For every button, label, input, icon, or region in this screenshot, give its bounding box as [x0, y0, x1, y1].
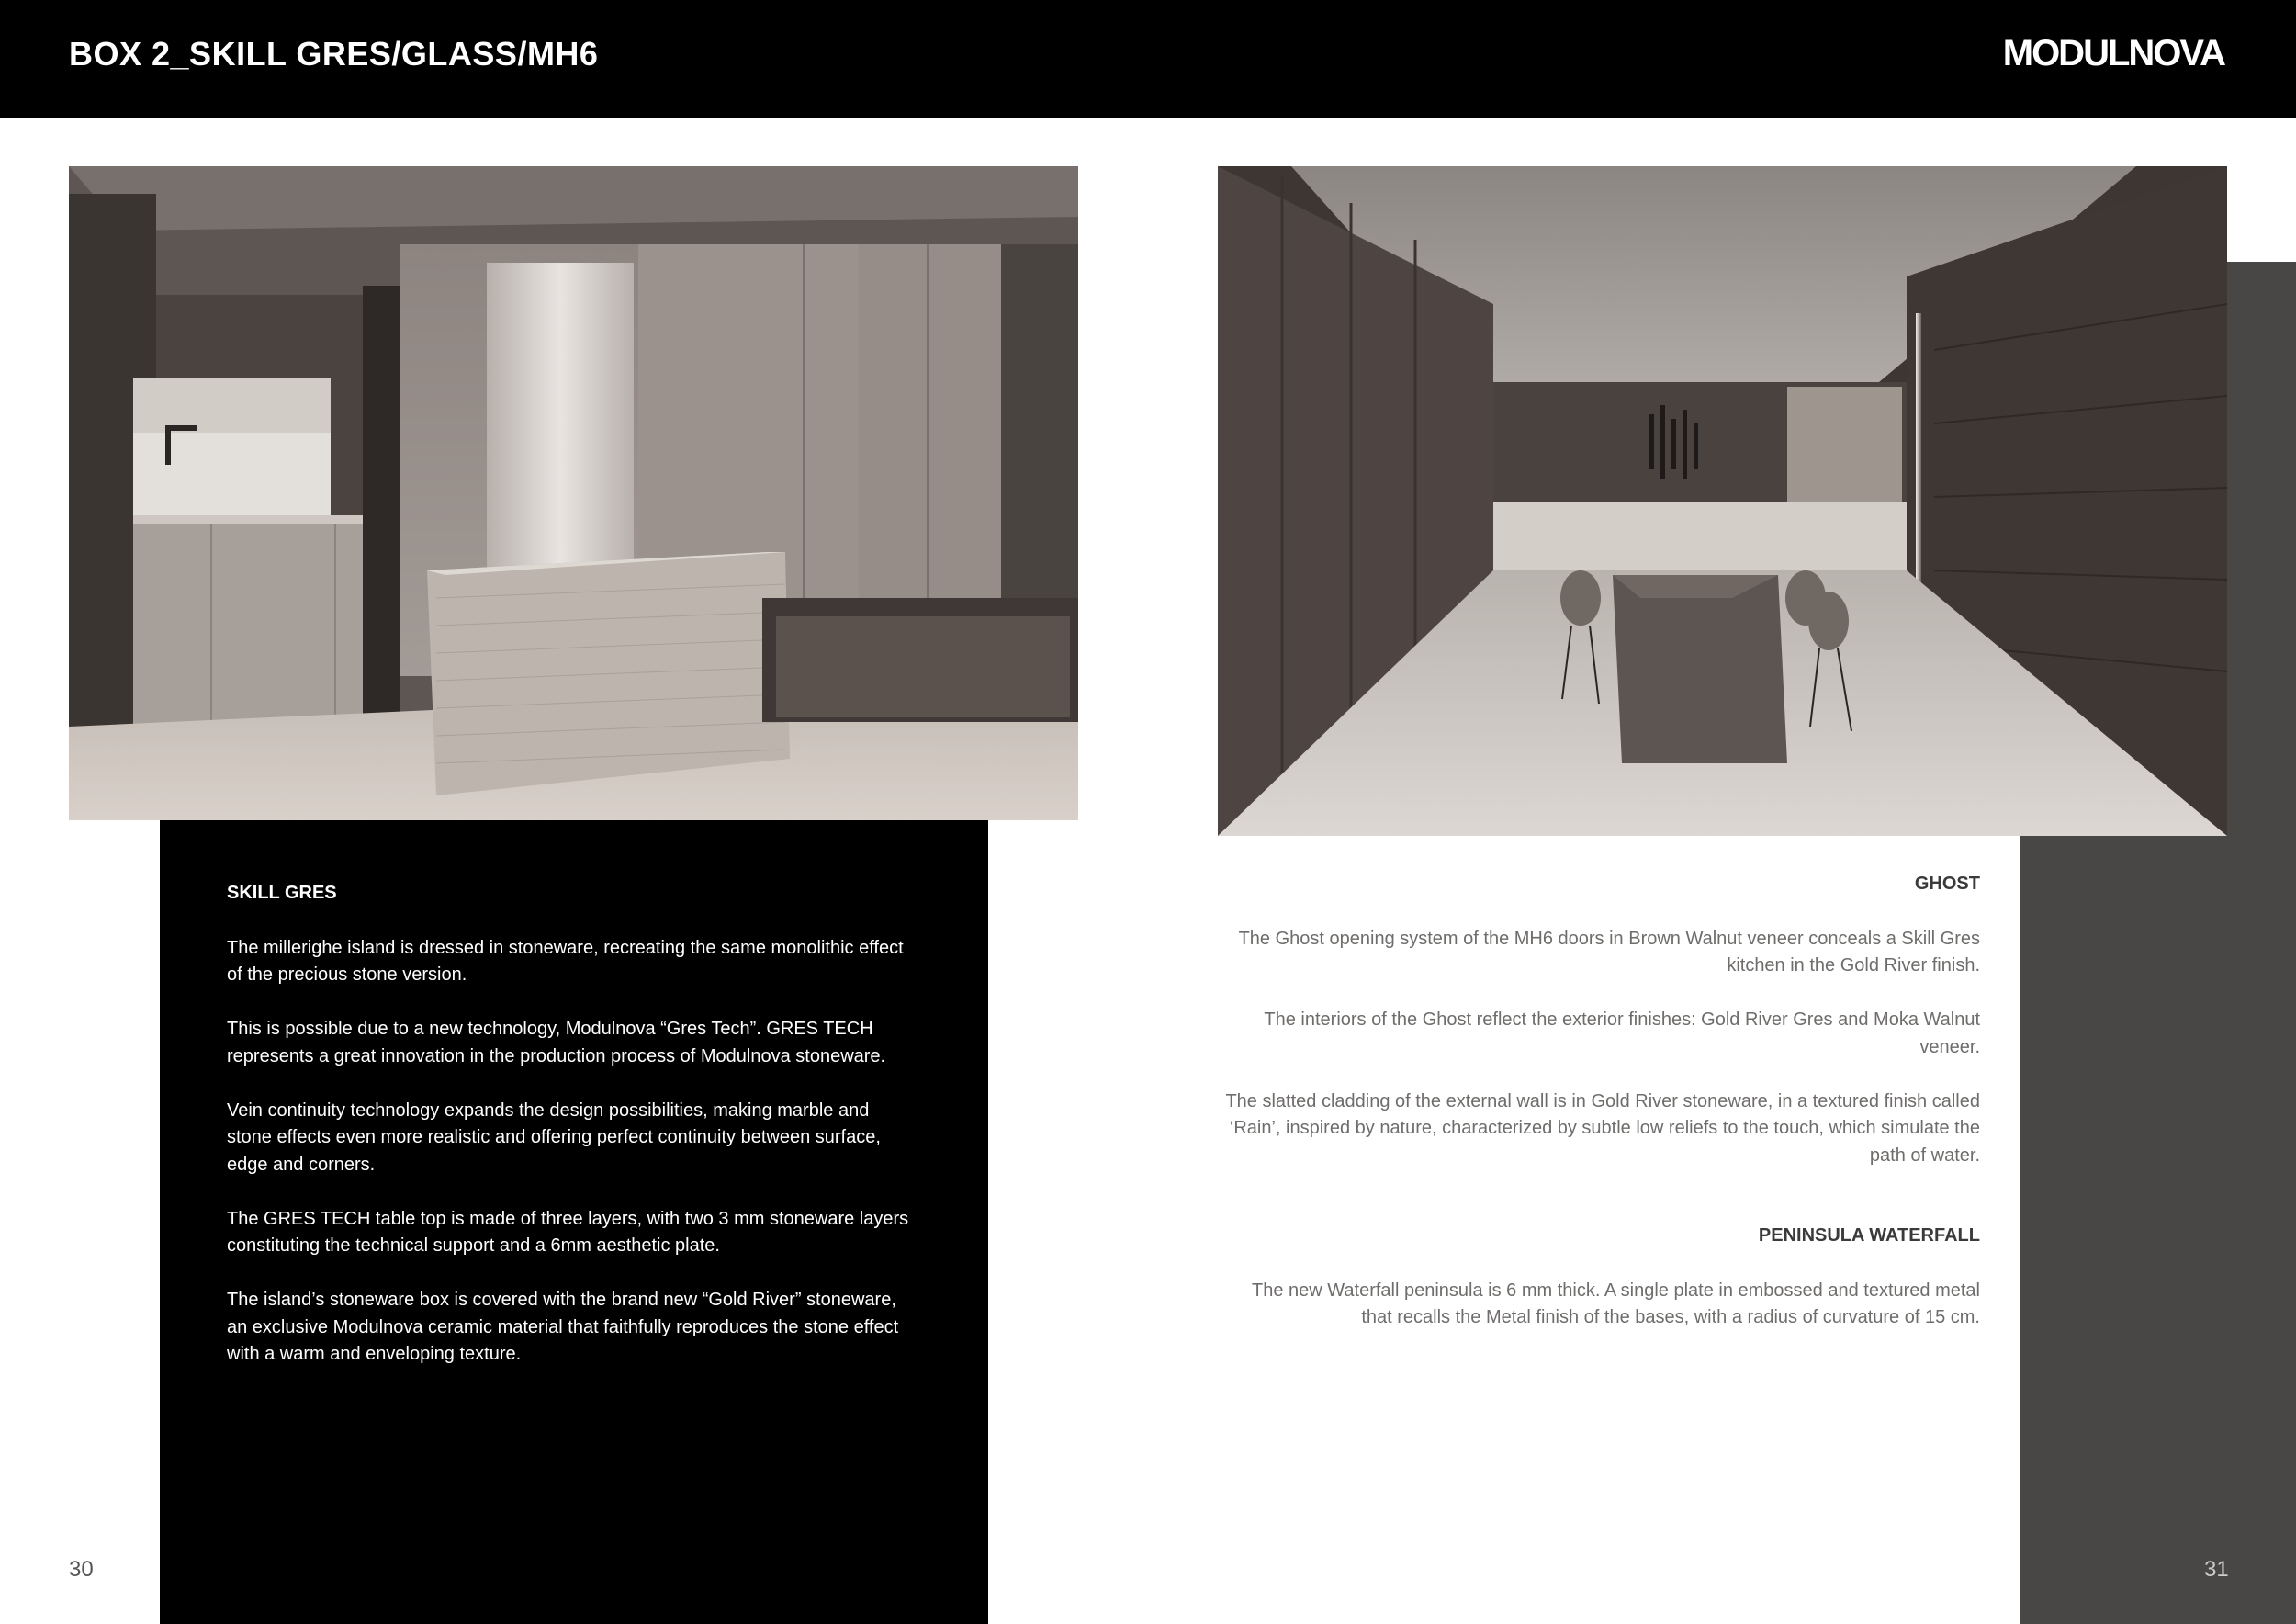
ghost-heading: GHOST — [1914, 874, 1980, 894]
kitchen-island-photo — [69, 166, 1078, 820]
left-paragraph: This is possible due to a new technology, Modulnova “Gres Tech”. GRES TECH represents a great innovation in the production process of Modulnova stoneware. — [227, 1019, 886, 1066]
left-paragraph: The island’s stoneware box is covered with the brand new “Gold River” stoneware, an exclusive Modulnova ceramic material that faithfully reproduces the stone effect with a warm and enveloping texture. — [227, 1290, 899, 1364]
brand-logo: MODULNOVA — [2002, 33, 2224, 73]
right-paragraph: The interiors of the Ghost reflect the exterior finishes: Gold River Gres and Moka Walnut veneer. — [1264, 1009, 1980, 1057]
page-title: BOX 2_SKILL GRES/GLASS/MH6 — [69, 35, 599, 73]
left-paragraph: The millerighe island is dressed in stoneware, recreating the same monolithic effect of the precious stone version. — [227, 937, 904, 985]
peninsula-waterfall-heading: PENINSULA WATERFALL — [1758, 1225, 1980, 1246]
page-number-left: 30 — [69, 1557, 94, 1582]
skill-gres-heading: SKILL GRES — [227, 883, 337, 903]
left-paragraph: Vein continuity technology expands the design possibilities, making marble and stone effects even more realistic and offering perfect continuity between surface, edge and corners. — [227, 1100, 881, 1175]
right-paragraph: The slatted cladding of the external wall is in Gold River stoneware, in a textured finish called ‘Rain’, inspired by nature, characterized by subtle low reliefs to the touch, which simulate the path of water. — [1225, 1090, 1980, 1166]
right-paragraph: The Ghost opening system of the MH6 doors in Brown Walnut veneer conceals a Skill Gres kitchen in the Gold River finish. — [1238, 928, 1980, 976]
ghost-text — [1218, 863, 1980, 1359]
left-paragraph: The GRES TECH table top is made of three layers, with two 3 mm stoneware layers constituting the technical support and a 6mm aesthetic plate. — [227, 1208, 909, 1256]
header-bar — [0, 0, 2296, 118]
right-paragraph: The new Waterfall peninsula is 6 mm thick. A single plate in embossed and textured metal that recalls the Metal finish of the bases, with a radius of curvature of 15 cm. — [1252, 1280, 1980, 1327]
ghost-dining-photo — [1218, 166, 2227, 836]
page-number-right: 31 — [2204, 1557, 2229, 1582]
skill-gres-text — [227, 863, 916, 1395]
